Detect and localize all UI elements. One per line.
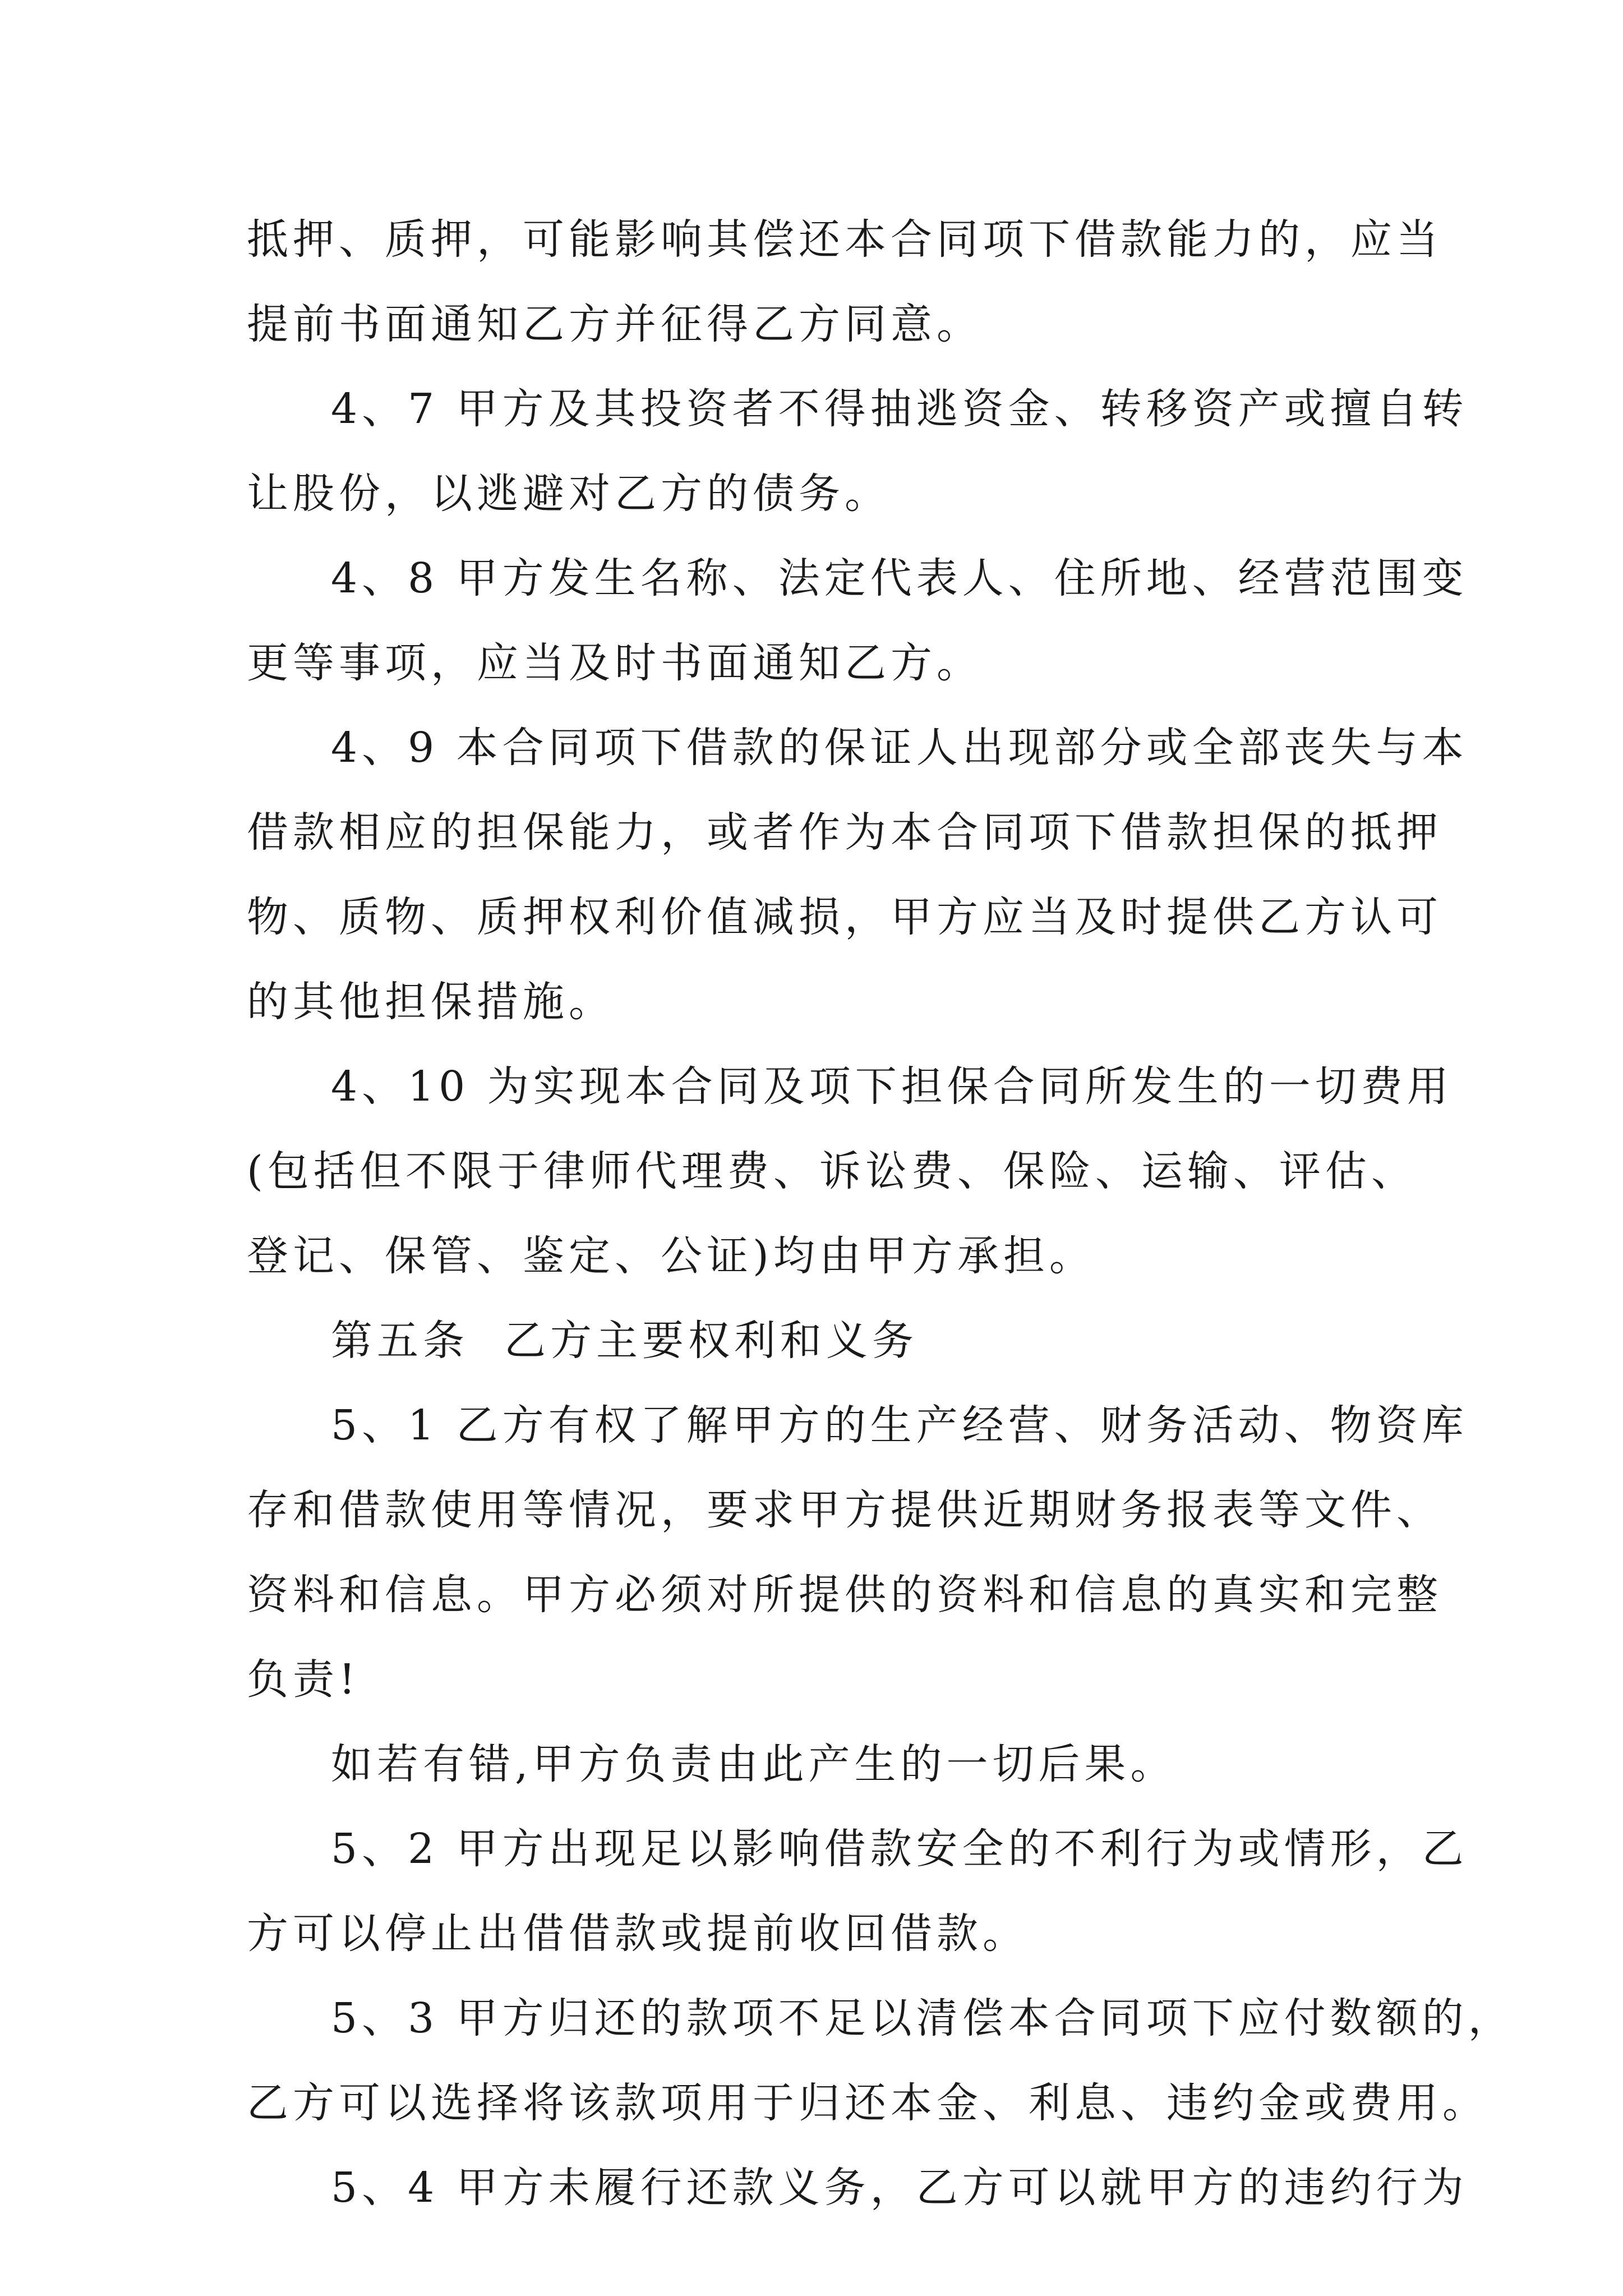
text-line: 5、2 甲方出现足以影响借款安全的不利行为或情形，乙 xyxy=(331,1825,1468,1873)
text-line: 第五条 乙方主要权利和义务 xyxy=(331,1317,919,1365)
text-line: 提前书面通知乙方并征得乙方同意。 xyxy=(247,300,983,348)
text-line: 登记、保管、鉴定、公证)均由甲方承担。 xyxy=(247,1232,1095,1280)
contract-text-body xyxy=(247,197,1514,2230)
text-line: 借款相应的担保能力，或者作为本合同项下借款担保的抵押 xyxy=(247,808,1442,857)
text-line: 方可以停止出借借款或提前收回借款。 xyxy=(247,1910,1029,1958)
text-line: 4、8 甲方发生名称、法定代表人、住所地、经营范围变 xyxy=(331,554,1468,602)
text-line: 让股份，以逃避对乙方的债务。 xyxy=(247,470,891,518)
text-line: 物、质物、质押权利价值减损，甲方应当及时提供乙方认可 xyxy=(247,893,1442,941)
text-line: 抵押、质押，可能影响其偿还本合同项下借款能力的，应当 xyxy=(247,215,1442,264)
text-line: 负责! xyxy=(247,1655,360,1704)
text-line: 乙方可以选择将该款项用于归还本金、利息、违约金或费用。 xyxy=(247,2079,1488,2127)
text-line: (包括但不限于律师代理费、诉讼费、保险、运输、评估、 xyxy=(247,1147,1417,1195)
text-line: 4、10 为实现本合同及项下担保合同所发生的一切费用 xyxy=(331,1062,1453,1111)
text-line: 5、3 甲方归还的款项不足以清偿本合同项下应付数额的， xyxy=(331,1994,1514,2042)
text-line: 存和借款使用等情况，要求甲方提供近期财务报表等文件、 xyxy=(247,1486,1442,1534)
text-line: 如若有错,甲方负责由此产生的一切后果。 xyxy=(331,1740,1177,1788)
text-line: 4、7 甲方及其投资者不得抽逃资金、转移资产或擅自转 xyxy=(331,385,1468,433)
text-line: 资料和信息。甲方必须对所提供的资料和信息的真实和完整 xyxy=(247,1571,1442,1619)
text-line: 的其他担保措施。 xyxy=(247,978,615,1026)
text-line: 5、1 乙方有权了解甲方的生产经营、财务活动、物资库 xyxy=(331,1401,1468,1450)
text-line: 5、4 甲方未履行还款义务，乙方可以就甲方的违约行为 xyxy=(331,2164,1468,2212)
text-line: 更等事项，应当及时书面通知乙方。 xyxy=(247,639,983,687)
text-line: 4、9 本合同项下借款的保证人出现部分或全部丧失与本 xyxy=(331,724,1468,772)
